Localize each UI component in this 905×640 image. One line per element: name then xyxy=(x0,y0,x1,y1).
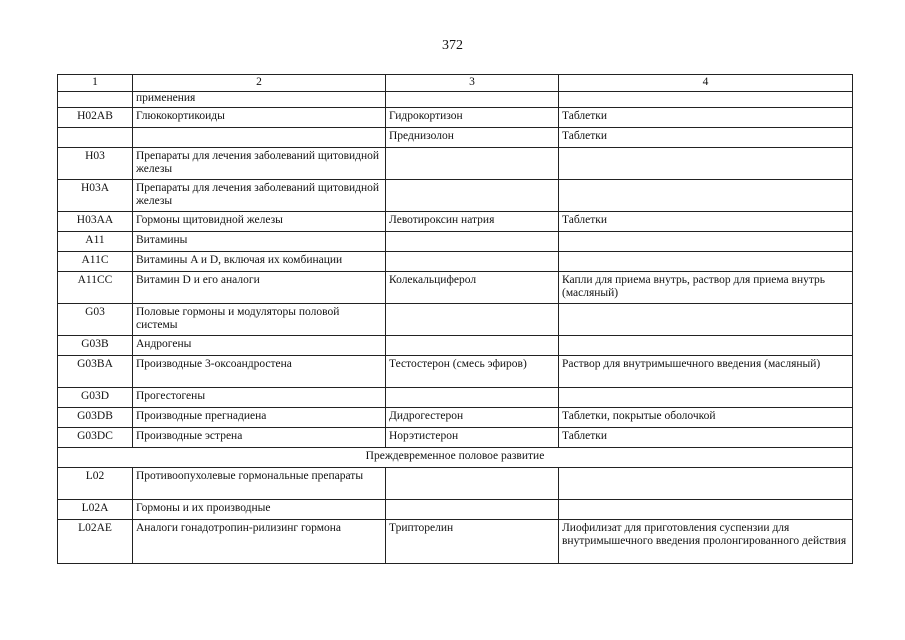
group-name: Глюкокортикоиды xyxy=(133,108,386,128)
drug-name: Гидрокортизон xyxy=(386,108,559,128)
group-name: Аналоги гонадотропин-рилизинг гормона xyxy=(133,520,386,564)
atc-code: A11 xyxy=(58,232,133,252)
atc-code: A11CC xyxy=(58,272,133,304)
header-col-4: 4 xyxy=(559,75,853,92)
atc-code xyxy=(58,128,133,148)
table-row xyxy=(58,272,853,304)
group-name: Прогестогены xyxy=(133,388,386,408)
group-name: Производные 3-оксоандростена xyxy=(133,356,386,388)
group-name xyxy=(133,128,386,148)
table-row xyxy=(58,408,853,428)
page-number: 372 xyxy=(442,38,463,53)
table-row xyxy=(58,468,853,500)
group-name: Андрогены xyxy=(133,336,386,356)
atc-code: G03DB xyxy=(58,408,133,428)
drug-name xyxy=(386,468,559,500)
header-col-3: 3 xyxy=(386,75,559,92)
table-row xyxy=(58,108,853,128)
table-row xyxy=(58,180,853,212)
table-row xyxy=(58,520,853,564)
group-name: Гормоны и их производные xyxy=(133,500,386,520)
drug-name: Преднизолон xyxy=(386,128,559,148)
group-name: применения xyxy=(133,92,386,108)
table-row xyxy=(58,428,853,448)
drug-name xyxy=(386,336,559,356)
group-name: Противоопухолевые гормональные препараты xyxy=(133,468,386,500)
table-row xyxy=(58,252,853,272)
dosage-form xyxy=(559,468,853,500)
drug-name: Колекальциферол xyxy=(386,272,559,304)
drug-name: Трипторелин xyxy=(386,520,559,564)
dosage-form xyxy=(559,148,853,180)
table-row xyxy=(58,500,853,520)
drug-name: Левотироксин натрия xyxy=(386,212,559,232)
atc-code xyxy=(58,92,133,108)
dosage-form xyxy=(559,180,853,212)
atc-code: G03D xyxy=(58,388,133,408)
dosage-form xyxy=(559,304,853,336)
group-name: Производные прегнадиена xyxy=(133,408,386,428)
table-row xyxy=(58,336,853,356)
dosage-form: Капли для приема внутрь, раствор для приема внутрь (масляный) xyxy=(559,272,853,304)
atc-code: L02A xyxy=(58,500,133,520)
drug-name xyxy=(386,232,559,252)
drug-name xyxy=(386,304,559,336)
table-row xyxy=(58,128,853,148)
group-name: Препараты для лечения заболеваний щитовидной железы xyxy=(133,180,386,212)
drug-name xyxy=(386,388,559,408)
atc-code: H02AB xyxy=(58,108,133,128)
drug-name xyxy=(386,252,559,272)
dosage-form xyxy=(559,500,853,520)
table-row xyxy=(58,232,853,252)
atc-code: H03AA xyxy=(58,212,133,232)
header-col-1: 1 xyxy=(58,75,133,92)
drug-name xyxy=(386,92,559,108)
header-col-2: 2 xyxy=(133,75,386,92)
header-row xyxy=(58,75,853,92)
table-row xyxy=(58,148,853,180)
group-name: Витамин D и его аналоги xyxy=(133,272,386,304)
dosage-form xyxy=(559,92,853,108)
drug-name xyxy=(386,500,559,520)
dosage-form: Лиофилизат для приготовления суспензии для внутримышечного введения пролонгированного действия xyxy=(559,520,853,564)
dosage-form xyxy=(559,388,853,408)
dosage-form: Таблетки xyxy=(559,212,853,232)
dosage-form: Таблетки xyxy=(559,108,853,128)
group-name: Гормоны щитовидной железы xyxy=(133,212,386,232)
atc-code: H03A xyxy=(58,180,133,212)
section-row xyxy=(58,448,853,468)
table-row xyxy=(58,92,853,108)
dosage-form xyxy=(559,336,853,356)
atc-code: L02 xyxy=(58,468,133,500)
dosage-form: Таблетки xyxy=(559,428,853,448)
dosage-form: Раствор для внутримышечного введения (масляный) xyxy=(559,356,853,388)
dosage-form xyxy=(559,232,853,252)
table-row xyxy=(58,212,853,232)
atc-code: G03BA xyxy=(58,356,133,388)
section-title: Преждевременное половое развитие xyxy=(58,448,853,468)
atc-code: G03 xyxy=(58,304,133,336)
atc-code: A11C xyxy=(58,252,133,272)
atc-code: L02AE xyxy=(58,520,133,564)
table-row xyxy=(58,356,853,388)
table-row xyxy=(58,388,853,408)
dosage-form xyxy=(559,252,853,272)
atc-code: G03DC xyxy=(58,428,133,448)
drug-name xyxy=(386,180,559,212)
group-name: Витамины xyxy=(133,232,386,252)
drug-name xyxy=(386,148,559,180)
atc-code: G03B xyxy=(58,336,133,356)
drug-name: Норэтистерон xyxy=(386,428,559,448)
drug-table xyxy=(57,74,853,564)
drug-name: Дидрогестерон xyxy=(386,408,559,428)
group-name: Витамины A и D, включая их комбинации xyxy=(133,252,386,272)
group-name: Половые гормоны и модуляторы половой системы xyxy=(133,304,386,336)
group-name: Препараты для лечения заболеваний щитовидной железы xyxy=(133,148,386,180)
atc-code: H03 xyxy=(58,148,133,180)
group-name: Производные эстрена xyxy=(133,428,386,448)
dosage-form: Таблетки xyxy=(559,128,853,148)
table-row xyxy=(58,304,853,336)
drug-name: Тестостерон (смесь эфиров) xyxy=(386,356,559,388)
dosage-form: Таблетки, покрытые оболочкой xyxy=(559,408,853,428)
